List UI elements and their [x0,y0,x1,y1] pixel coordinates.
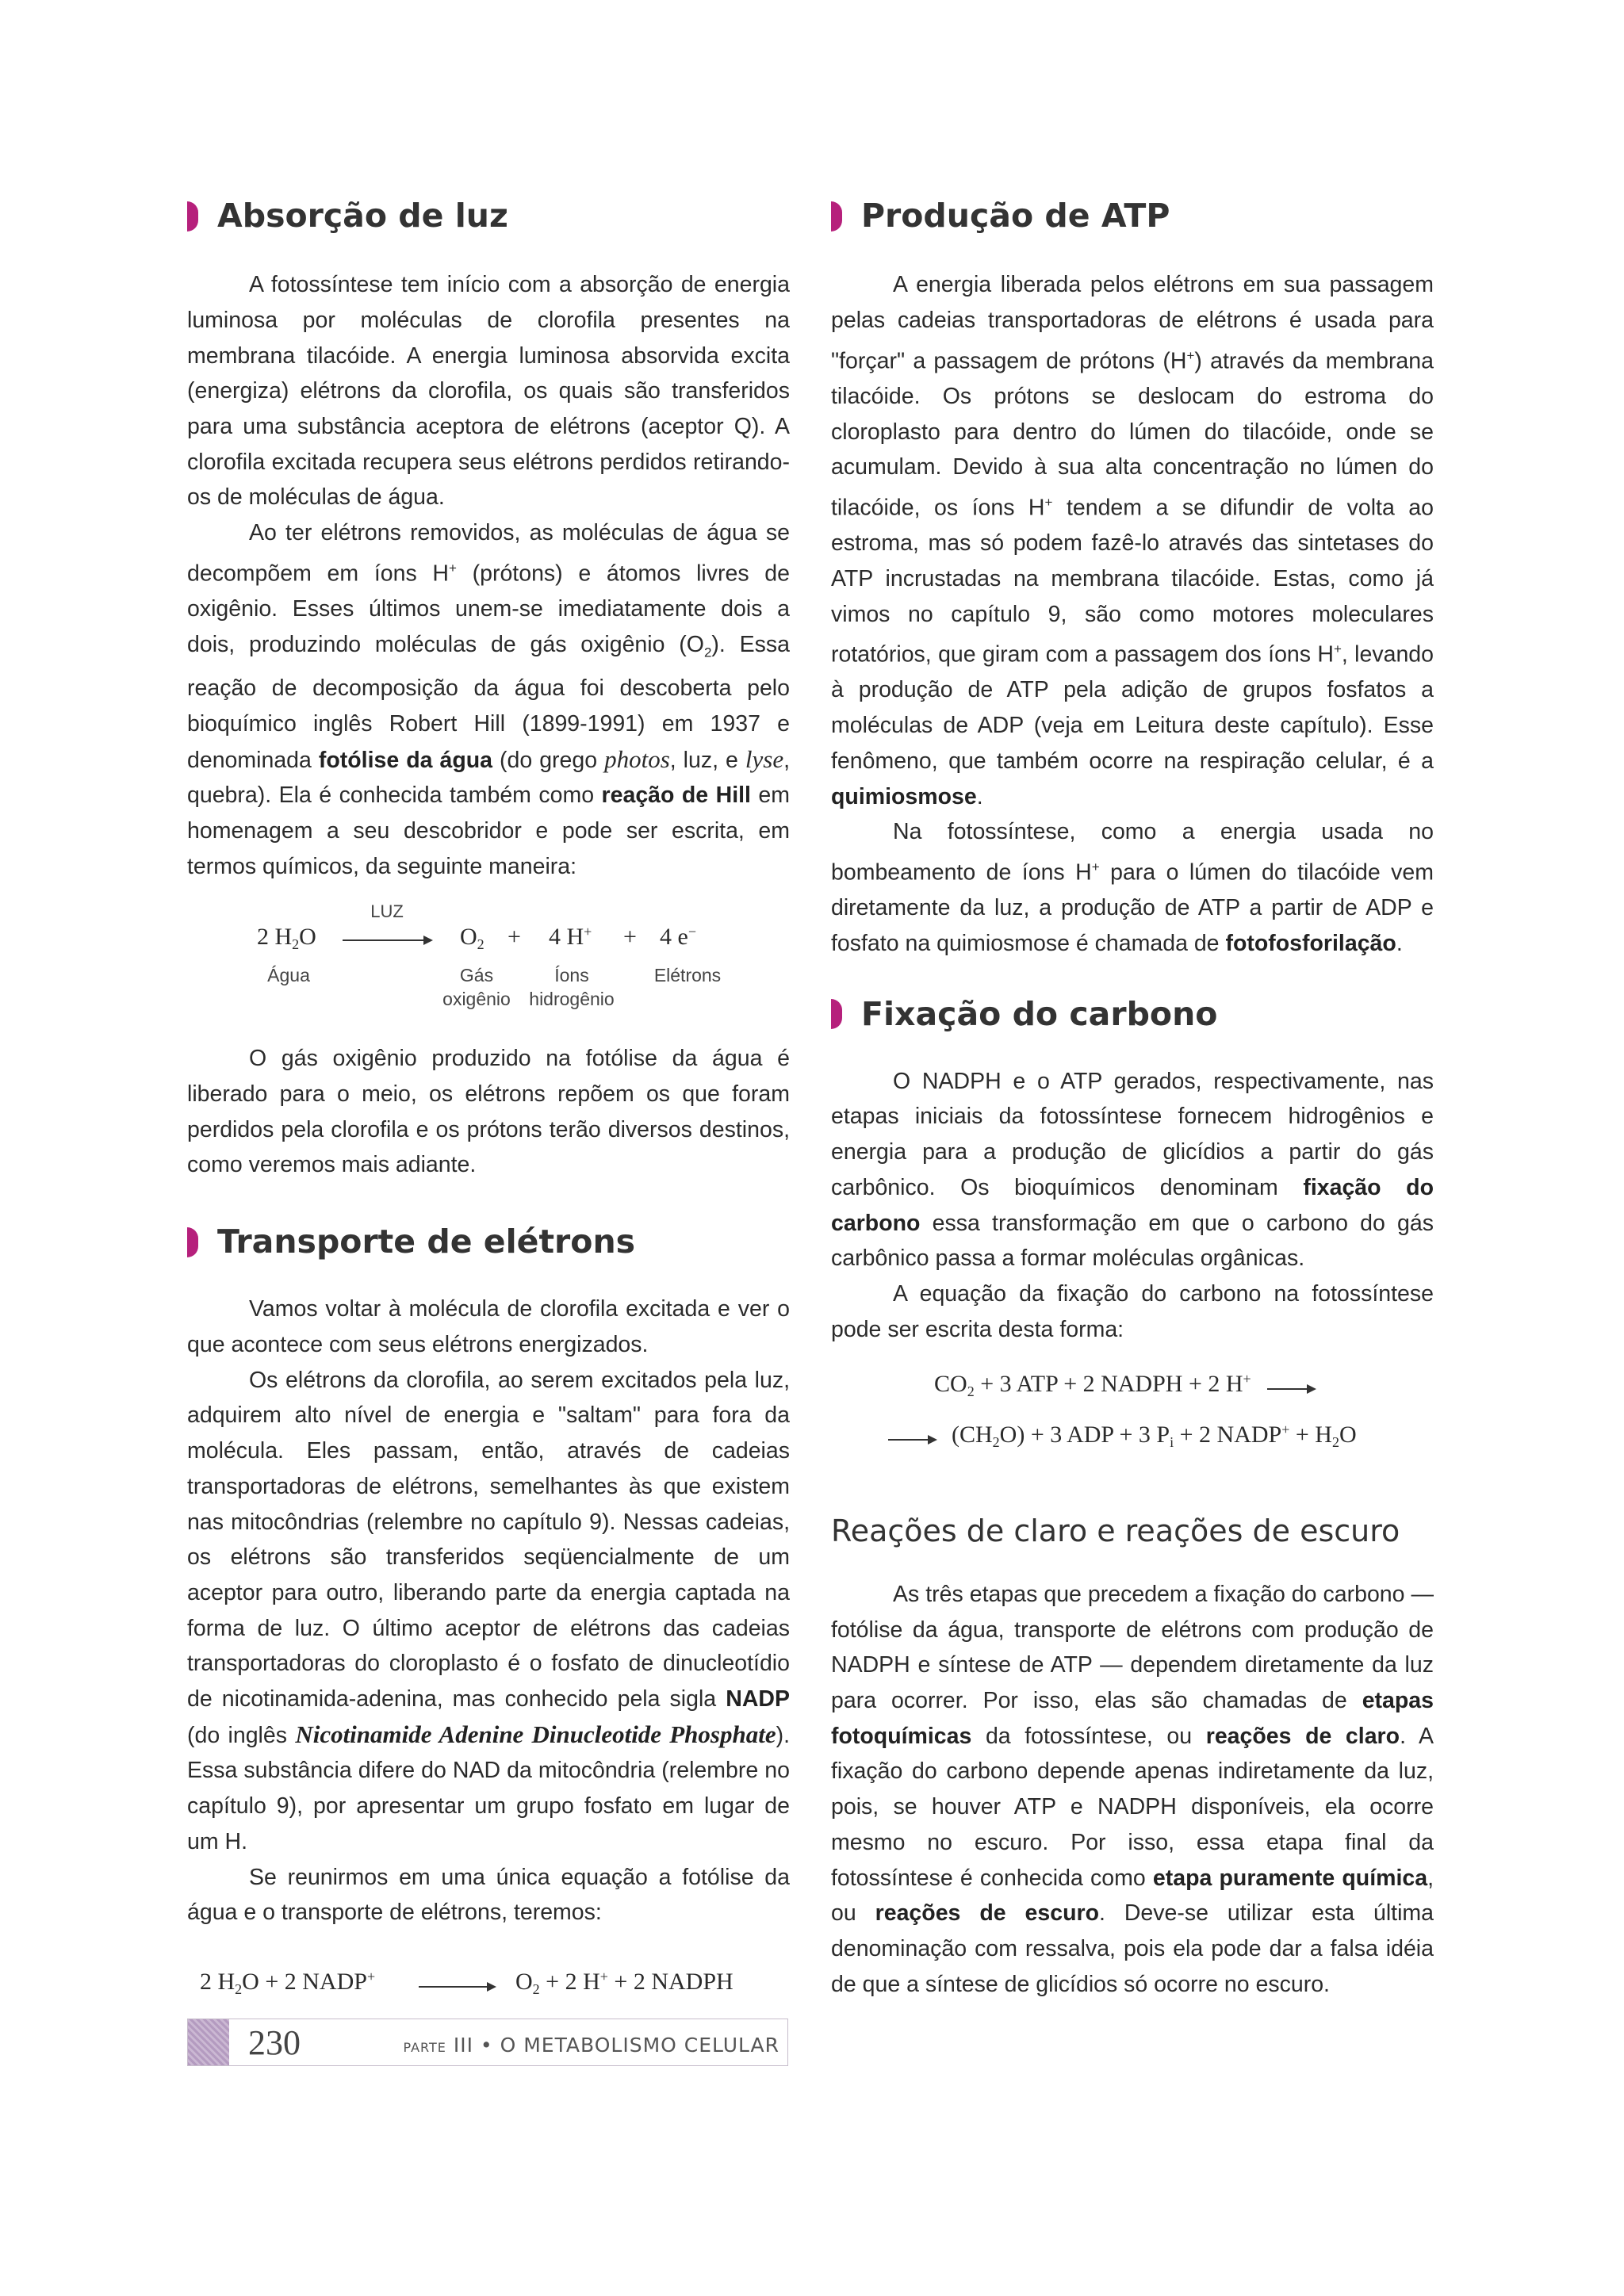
right-column [831,197,1434,2002]
term-reacao-hill: reação de Hill [601,783,751,809]
term-reacoes-claro: reações de claro [1205,1723,1400,1749]
reaction-arrow-icon [1267,1388,1315,1390]
section-title-reacoes: Reações de claro e reações de escuro [831,1513,1400,1549]
section-title-fixacao: Fixação do carbono [831,995,1434,1034]
section-title-absorcao: Absorção de luz [187,197,790,235]
section-bullet-icon [187,201,198,232]
reaction-arrow-icon [419,1986,495,1988]
paragraph-transporte-2: Os elétrons da clorofila, ao serem excitados pela luz, adquirem alto nível de energia e "saltam" para fora da molécula. Eles passam, então, através de cadeias transportadoras de elétrons, semelhantes às que existem nas mitocôndrias (relembre no capítulo 9). Nessas cadeias, os elétrons são transferidos seqüencialmente de um aceptor para outro, liberando parte da energia captada na forma de luz. O último aceptor de elétrons das cadeias transportadoras do cloroplasto é o fosfato de dinucleotídio de nicotinamida-adenina, mas conhecido pela sigla NADP (do inglês Nicotinamide Adenine Dinucleotide Phosphate). Essa substância difere do NAD da mitocôndria (relembre no capítulo 9), por apresentar um grupo fosfato em lugar de um H. [187,1367,790,1854]
paragraph-atp-1: A energia liberada pelos elétrons em sua passagem pelas cadeias transportadoras de elétrons é usada para "forçar" a passagem de prótons (H+) através da membrana tilacóide. Os prótons se deslocam do estroma do cloroplasto para dentro do lúmen do tilacóide, onde se acumulam. Devido à sua alta concentração no lúmen do tilacóide, os íons H+ tendem a se difundir de volta ao estroma, mas só podem fazê-lo através das sintetases do ATP incrustadas na membrana tilacóide. Estas, como já vimos no capítulo 9, são como motores moleculares rotatórios, que giram com a passagem dos íons H+, levando à produção de ATP pela adição de grupos fosfatos a moléculas de ADP (veja em Leitura deste capítulo). Esse fenômeno, que também ocorre na respiração celular, é a quimiosmose. [831,272,1434,809]
term-reacoes-escuro: reações de escuro [875,1900,1099,1927]
reaction-arrow-icon [888,1439,936,1441]
label-oxigenio: oxigênio [442,989,511,1010]
paragraph-absorcao-1: A fotossíntese tem início com a absorção de energia luminosa por moléculas de clorofila presentes na membrana tilacóide. A energia luminosa absorvida excita (energiza) elétrons da clorofila, os quais são transferidos para uma substância aceptora de elétrons (aceptor Q). A clorofila excitada recupera seus elétrons perdidos retirando-os de moléculas de água. [187,272,790,511]
arrow-label-luz: LUZ [370,901,404,922]
term-fotofosforilacao: fotofosforilação [1225,930,1396,956]
footer-part-label: PARTE III • O METABOLISMO CELULAR [403,2034,779,2057]
label-agua: Água [267,965,310,986]
paragraph-atp-2: Na fotossíntese, como a energia usada no bombeamento de íons H+ para o lúmen do tilacóide vem diretamente da luz, a produção de ATP a partir de ADP e fosfato na quimiosmose é chamada de fotofosforilação. [831,819,1434,956]
section-bullet-icon [831,201,842,232]
paragraph-reacoes-1: As três etapas que precedem a fixação do carbono — fotólise da água, transporte de elétrons com produção de NADPH e síntese de ATP — dependem diretamente da luz para ocorrer. Por isso, elas são chamadas de etapas fotoquímicas da fotossíntese, ou reações de claro. A fixação do carbono depende apenas indiretamente da luz, pois, se houver ATP e NADPH disponíveis, ela ocorre mesmo no escuro. Por isso, essa etapa final da fotossíntese é conhecida como etapa puramente química, ou reações de escuro. Deve-se utilizar esta última denominação com ressalva, pois ela pode dar a falsa idéia de que a síntese de glicídios só ocorre no escuro. [831,1581,1434,1997]
section-title-atp: Produção de ATP [831,197,1434,235]
paragraph-fixacao-1: O NADPH e o ATP gerados, respectivamente, nas etapas iniciais da fotossíntese fornecem hidrogênios e energia para a produção de glicídios a partir do gás carbônico. Os bioquímicos denominam fixação do carbono essa transformação em que o carbono do gás carbônico passa a formar moléculas orgânicas. [831,1068,1434,1272]
paragraph-transporte-3: Se reunirmos em uma única equação a fotólise da água e o transporte de elétrons, teremos: [187,1864,790,1926]
section-bullet-icon [187,1227,198,1257]
reaction-arrow-icon [343,939,431,941]
label-gas: Gás [459,965,494,986]
paragraph-absorcao-3: O gás oxigênio produzido na fotólise da água é liberado para o meio, os elétrons repõem os que foram perdidos pela clorofila e os prótons terão diversos destinos, como veremos mais adiante. [187,1046,790,1178]
term-nadp-english: Nicotinamide Adenine Dinucleotide Phosphate [295,1720,776,1748]
term-nadp: NADP [726,1686,790,1712]
page-number: 230 [248,2023,301,2062]
section-title-transporte: Transporte de elétrons [187,1223,790,1261]
term-fixacao-carbono: fixação do carbono [831,1174,1434,1236]
term-quimiosmose: quimiosmose [831,783,977,809]
paragraph-transporte-1: Vamos voltar à molécula de clorofila excitada e ver o que acontece com seus elétrons energizados. [187,1296,790,1358]
page-footer [187,2019,788,2066]
label-eletrons: Elétrons [653,965,722,986]
label-ions: Íons [554,965,589,986]
paragraph-absorcao-2: Ao ter elétrons removidos, as moléculas de água se decompõem em íons H+ (prótons) e átomos livres de oxigênio. Esses últimos unem-se imediatamente dois a dois, produzindo moléculas de gás oxigênio $(O_2)$. Essa reação de decomposição da água foi descoberta pelo bioquímico inglês Robert Hill (1899-1991) em 1937 e denominada fotólise da água (do grego photos, luz, e lyse, quebra). Ela é conhecida também como reação de Hill em homenagem a seu descobridor e pode ser escrita, em termos químicos, da seguinte maneira: [187,520,791,879]
term-fotolise: fotólise da água [318,747,492,773]
paragraph-fixacao-2: A equação da fixação do carbono na fotossíntese pode ser escrita desta forma: [831,1280,1434,1342]
equation-fixacao: $CO_2 + 3$ ATP + 2 NADPH + 2 H+ $(CH_2O) + 3$ ADP + 3 $P_i + 2$ NADP+ + $H_2O$ [831,1371,1434,1474]
footer-swatch [188,2019,229,2065]
left-column [187,197,790,2018]
equation-fotolise: 2 $H_2O$ Água LUZ $O_2$ + 4 H+ + 4 e− Gás oxigênio Íons hidrogênio Elétrons [187,901,790,1020]
equation-transporte: 2 $H_2O + 2$ NADP+ $O_2 + 2$ H+ + 2 NADPH [200,1968,733,1997]
term-etapas-fotoquimicas: etapas fotoquímicas [831,1688,1434,1749]
label-hidrogenio: hidrogênio [529,989,615,1010]
section-bullet-icon [831,999,842,1029]
term-etapa-quimica: etapa puramente química [1152,1865,1428,1891]
